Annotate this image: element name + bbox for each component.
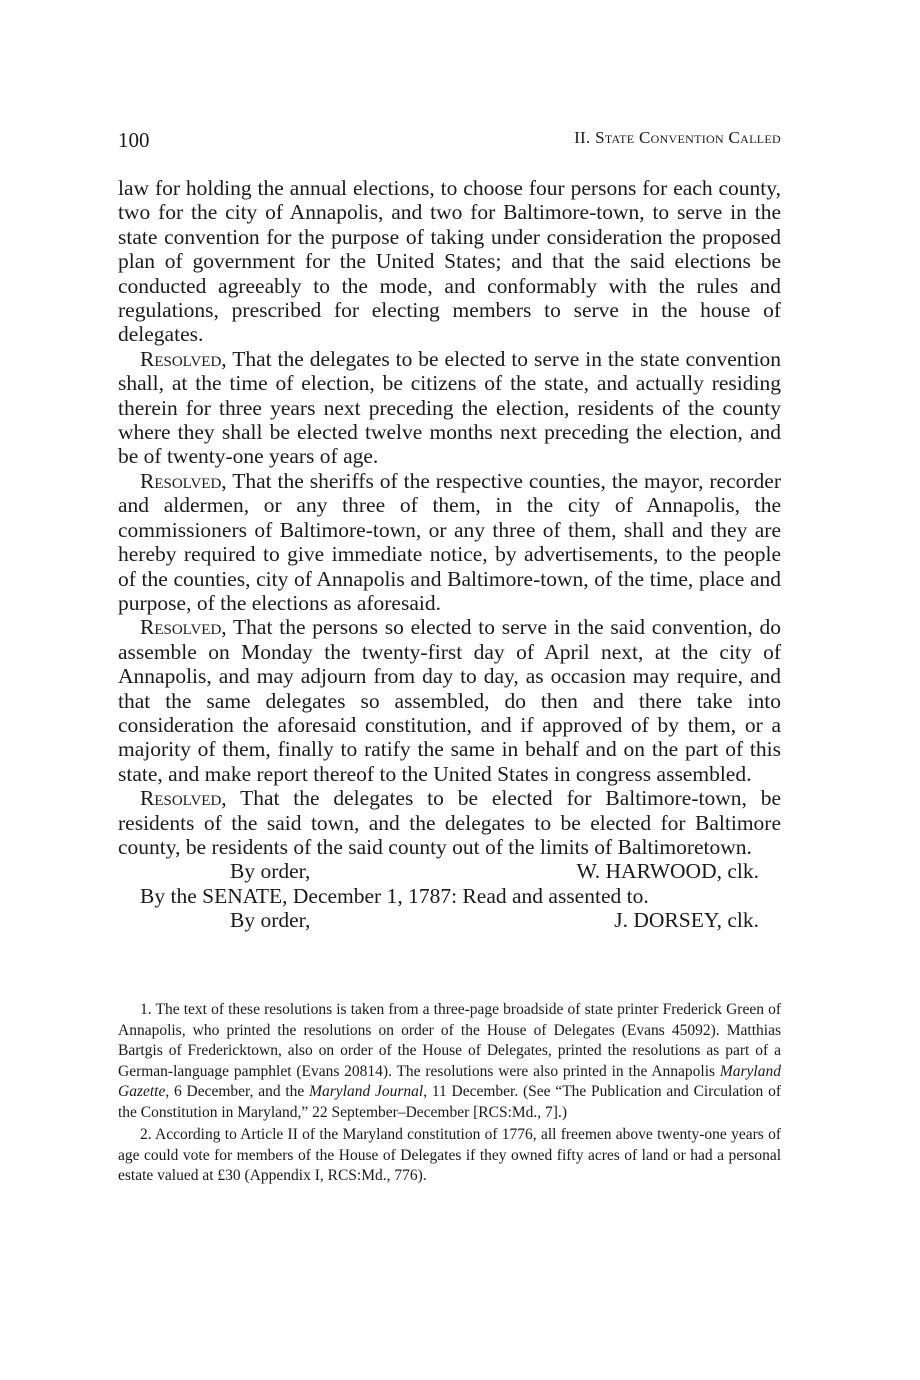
by-order-label: By order, xyxy=(230,908,311,933)
paragraph-4 xyxy=(118,615,781,786)
resolved-label: Resolved xyxy=(140,786,222,811)
footnote-1-text-a: 1. The text of these resolutions is taken from a three-page broadside of state printer Frederick Green of Annapolis, who printed the resolutions on order of the House of Delegates (Evans 45092). Matthias Bartgis of Fredericktown, also on order of the House of Delegates, printed the resolutions as part of a German-language pamphlet (Evans 20814). The resolutions were also printed in the Annapolis xyxy=(118,1001,781,1080)
by-order-label: By order, xyxy=(230,859,311,884)
paragraph-5 xyxy=(118,786,781,859)
footnote-1-italic-gazette: Maryland Gazette xyxy=(118,1062,781,1100)
footnote-2: 2. According to Article II of the Maryland constitution of 1776, all freemen above twenty-one years of age could vote for members of the House of Delegates if they owned fifty acres of land or had a personal estate valued at £30 (Appendix I, RCS:Md., 776). xyxy=(118,1126,781,1184)
footnote-1-text-c: , 11 December. (See “The Publication and Circulation of the Constitution in Maryland,” 22 September–December [RCS:Md., 7].) xyxy=(118,1083,781,1121)
paragraph-2 xyxy=(118,347,781,469)
signature-row-2 xyxy=(118,908,781,932)
page-number: 100 xyxy=(118,128,150,152)
signature-row-1 xyxy=(118,859,781,883)
paragraph-4-text: , That the persons so elected to serve in the said convention, do assemble on Monday the twenty-first day of April next, at the city of Annapolis, and may adjourn from day to day, as occasion may require, and that the same delegates so assembled, do then and there take into consideration the aforesaid constitution, and if approved of by them, or a majority of them, finally to ratify the same in behalf and on the part of this state, and make report thereof to the United States in congress assembled. xyxy=(118,615,781,786)
paragraph-3-text: , That the sheriffs of the respective counties, the mayor, recorder and aldermen, or any three of them, in the city of Annapolis, the commissioners of Baltimore-town, or any three of them, shall and they are hereby required to give immediate notice, by advertisements, to the people of the counties, city of Annapolis and Baltimore-town, of the time, place and purpose, of the elections as aforesaid. xyxy=(118,468,781,615)
paragraph-1: law for holding the annual elections, to choose four persons for each county, two for the city of Annapolis, and two for Baltimore-town, to serve in the state convention for the purpose of taking under consideration the proposed plan of government for the United States; and that the said elections be conducted agreeably to the mode, and conformably with the rules and regulations, prescribed for electing members to serve in the house of delegates. xyxy=(118,176,781,347)
resolved-label: Resolved xyxy=(140,346,222,371)
signer-dorsey: J. DORSEY, clk. xyxy=(614,908,759,933)
resolved-label: Resolved xyxy=(140,468,222,493)
senate-row xyxy=(118,884,781,908)
main-text xyxy=(118,176,781,933)
paragraph-3 xyxy=(118,469,781,615)
paragraph-2-text: , That the delegates to be elected to serve in the state convention shall, at the time of election, be citizens of the state, and actually residing therein for three years next preceding the election, residents of the county where they shall be elected twelve months next preceding the election, and be of twenty-one years of age. xyxy=(118,346,781,469)
signer-harwood: W. HARWOOD, clk. xyxy=(576,859,759,884)
resolved-label: Resolved xyxy=(140,615,222,640)
footnote-1 xyxy=(118,1000,781,1123)
footnote-1-text-b: , 6 December, and the xyxy=(165,1083,310,1100)
page-header xyxy=(118,128,781,158)
senate-assent-line: By the SENATE, December 1, 1787: Read and assented to. xyxy=(140,883,649,908)
running-head: II. State Convention Called xyxy=(574,128,781,147)
paragraph-5-text: , That the delegates to be elected for Baltimore-town, be residents of the said town, and the delegates to be elected for Baltimore county, be residents of the said county out of the limits of Baltimoretown. xyxy=(118,786,781,859)
footnotes xyxy=(118,1000,781,1187)
footnote-1-italic-journal: Maryland Journal xyxy=(309,1083,424,1100)
